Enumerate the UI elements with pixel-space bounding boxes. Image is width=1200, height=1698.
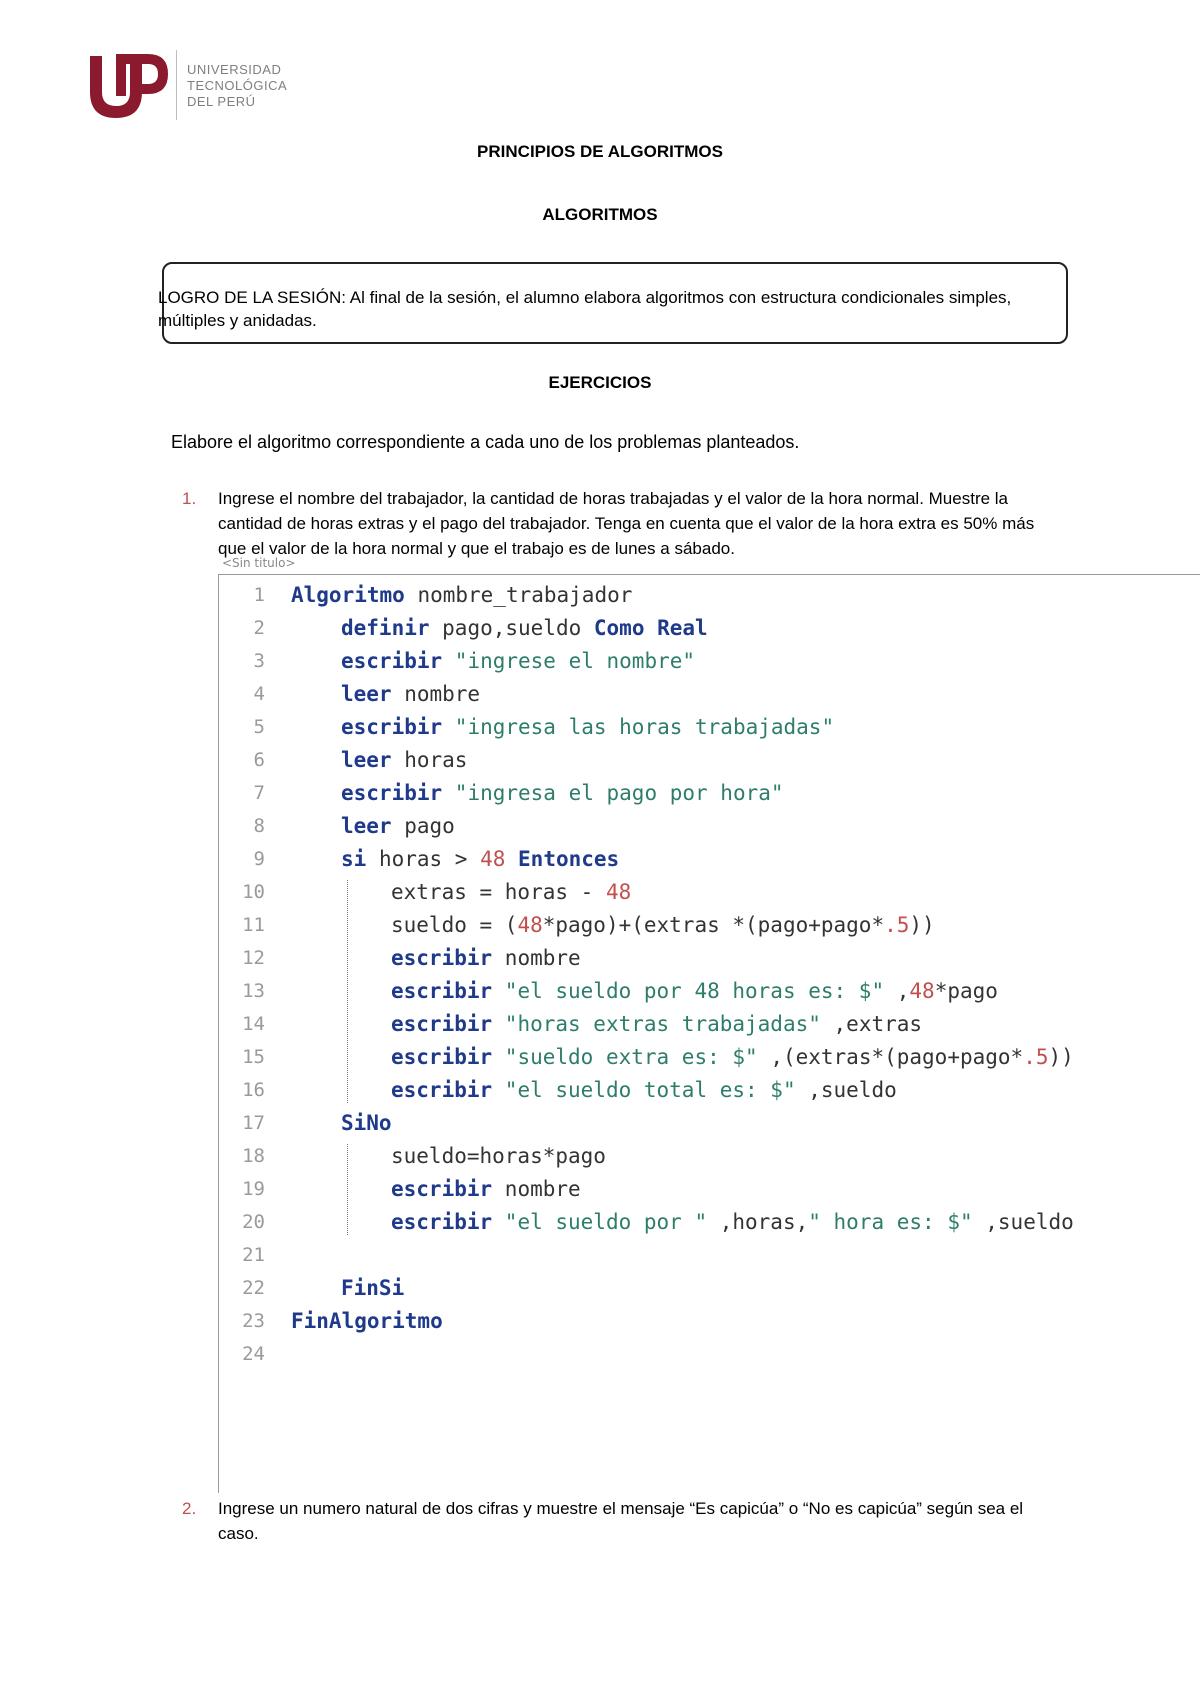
line-number: 2 bbox=[253, 617, 265, 639]
code-line bbox=[219, 1272, 1199, 1305]
code-token: nombre_trabajador bbox=[404, 583, 633, 607]
code-line bbox=[219, 876, 1199, 909]
code-token: )) bbox=[1048, 1045, 1074, 1069]
code-line bbox=[219, 1206, 1199, 1239]
line-number: 16 bbox=[242, 1079, 265, 1101]
code-token: SiNo bbox=[341, 1111, 392, 1135]
code-token: horas bbox=[391, 748, 468, 772]
code-token: escribir bbox=[341, 715, 443, 739]
line-number: 4 bbox=[253, 683, 265, 705]
line-number: 15 bbox=[242, 1046, 265, 1068]
line-number: 11 bbox=[242, 914, 265, 936]
code-token: , bbox=[884, 979, 910, 1003]
code-token: escribir bbox=[391, 1177, 493, 1201]
code-token: extras = horas - bbox=[391, 880, 606, 904]
code-token: pago bbox=[391, 814, 455, 838]
code-text bbox=[391, 975, 998, 1008]
code-text bbox=[391, 1074, 897, 1107]
line-number: 21 bbox=[242, 1244, 265, 1266]
line-number: 7 bbox=[253, 782, 265, 804]
line-number: 5 bbox=[253, 716, 265, 738]
indent-guide bbox=[347, 1144, 348, 1235]
page-subtitle: ALGORITMOS bbox=[542, 205, 658, 224]
code-token: *pago)+(extras *(pago+pago* bbox=[542, 913, 885, 937]
code-line bbox=[219, 1140, 1199, 1173]
code-token: escribir bbox=[391, 1078, 493, 1102]
logo-divider bbox=[176, 50, 177, 120]
line-number: 1 bbox=[253, 584, 265, 606]
line-number: 22 bbox=[242, 1277, 265, 1299]
logro-text: LOGRO DE LA SESIÓN: Al final de la sesión, el alumno elabora algoritmos con estructura condicionales simples, múltiples y anidadas. bbox=[158, 288, 1012, 330]
code-token: Algoritmo bbox=[291, 583, 405, 607]
utp-logo bbox=[86, 48, 296, 124]
logo-line: TECNOLÓGICA bbox=[187, 78, 288, 93]
code-line bbox=[219, 1173, 1199, 1206]
code-token: Como Real bbox=[593, 616, 708, 640]
code-token: leer bbox=[341, 814, 392, 838]
code-token: .5 bbox=[884, 913, 910, 937]
code-token: ,sueldo bbox=[795, 1078, 897, 1102]
code-token: nombre bbox=[492, 946, 581, 970]
line-number: 23 bbox=[242, 1310, 265, 1332]
code-token: "ingresa el pago por hora" bbox=[442, 781, 784, 805]
code-text bbox=[391, 1008, 922, 1041]
line-number: 6 bbox=[253, 749, 265, 771]
code-token: "el sueldo por " bbox=[492, 1210, 708, 1234]
code-line bbox=[219, 777, 1199, 810]
code-line bbox=[219, 975, 1199, 1008]
code-line bbox=[219, 1305, 1199, 1338]
code-token: leer bbox=[341, 682, 392, 706]
code-line bbox=[219, 1008, 1199, 1041]
code-token: leer bbox=[341, 748, 392, 772]
code-token: nombre bbox=[391, 682, 481, 706]
code-token: escribir bbox=[391, 979, 493, 1003]
code-text bbox=[391, 942, 581, 975]
code-line bbox=[219, 645, 1199, 678]
exercise-number: 2. bbox=[182, 1499, 197, 1518]
exercise-text: Ingrese el nombre del trabajador, la cantidad de horas trabajadas y el valor de la hora normal. Muestre la cantidad de horas extras y el pago del trabajador. Tenga en cuenta que el valor de la hora extra es 50% más que el valor de la hora normal y que el trabajo es de lunes a sábado. bbox=[218, 489, 1035, 558]
code-token: 48 bbox=[909, 979, 935, 1003]
code-token: pago,sueldo bbox=[429, 616, 594, 640]
code-token: escribir bbox=[391, 946, 493, 970]
line-number: 12 bbox=[242, 947, 265, 969]
code-token: 48 bbox=[480, 847, 506, 871]
line-number: 9 bbox=[253, 848, 265, 870]
code-token: )) bbox=[909, 913, 935, 937]
code-line bbox=[219, 1041, 1199, 1074]
code-token: escribir bbox=[391, 1045, 493, 1069]
line-number: 10 bbox=[242, 881, 265, 903]
line-number: 3 bbox=[253, 650, 265, 672]
code-text bbox=[391, 1140, 606, 1173]
code-editor[interactable] bbox=[218, 575, 1200, 1493]
code-token: 48 bbox=[605, 880, 632, 904]
code-token: escribir bbox=[391, 1210, 493, 1234]
code-text bbox=[291, 1305, 443, 1338]
code-line bbox=[219, 678, 1199, 711]
line-number: 14 bbox=[242, 1013, 265, 1035]
code-token: FinSi bbox=[341, 1276, 405, 1300]
exercise-number: 1. bbox=[182, 489, 197, 508]
code-token: escribir bbox=[391, 1012, 493, 1036]
indent-guide bbox=[347, 880, 348, 1103]
exercise-text: Ingrese un numero natural de dos cifras y muestre el mensaje “Es capicúa” o “No es capicúa” según sea el caso. bbox=[218, 1499, 1024, 1543]
code-line bbox=[219, 909, 1199, 942]
code-token: "sueldo extra es: $" bbox=[492, 1045, 758, 1069]
code-token: FinAlgoritmo bbox=[291, 1309, 443, 1333]
code-line bbox=[219, 942, 1199, 975]
code-text bbox=[341, 1272, 404, 1305]
code-line bbox=[219, 744, 1199, 777]
line-number: 19 bbox=[242, 1178, 265, 1200]
code-text bbox=[341, 612, 708, 645]
code-line bbox=[219, 1107, 1199, 1140]
logo-text bbox=[187, 62, 287, 110]
code-text bbox=[391, 1206, 1074, 1239]
code-text bbox=[291, 579, 632, 612]
code-token: " hora es: $" bbox=[808, 1210, 973, 1234]
code-token: ,horas, bbox=[707, 1210, 809, 1234]
code-text bbox=[341, 744, 467, 777]
code-token: 48 bbox=[517, 913, 543, 937]
line-number: 18 bbox=[242, 1145, 265, 1167]
code-token: ,extras bbox=[820, 1012, 923, 1036]
logo-line: DEL PERÚ bbox=[187, 94, 256, 109]
code-line bbox=[219, 612, 1199, 645]
code-text bbox=[391, 1041, 1074, 1074]
code-token: "horas extras trabajadas" bbox=[492, 1012, 821, 1036]
code-text bbox=[341, 843, 619, 876]
code-token: Entonces bbox=[505, 847, 620, 871]
code-token: "el sueldo por 48 horas es: $" bbox=[492, 979, 885, 1003]
line-number: 13 bbox=[242, 980, 265, 1002]
code-text bbox=[391, 876, 631, 909]
code-line bbox=[219, 810, 1199, 843]
line-number: 24 bbox=[242, 1343, 265, 1365]
code-text bbox=[341, 645, 695, 678]
line-number: 20 bbox=[242, 1211, 265, 1233]
code-line bbox=[219, 579, 1199, 612]
code-line bbox=[219, 1239, 1199, 1272]
code-text bbox=[341, 810, 455, 843]
code-line bbox=[219, 711, 1199, 744]
section-heading: EJERCICIOS bbox=[548, 373, 652, 392]
code-line bbox=[219, 1074, 1199, 1107]
code-line bbox=[219, 1338, 1199, 1371]
code-token: *pago bbox=[934, 979, 998, 1003]
code-token: escribir bbox=[341, 649, 443, 673]
code-token: .5 bbox=[1023, 1045, 1049, 1069]
code-token: ,sueldo bbox=[972, 1210, 1074, 1234]
utp-logo-mark bbox=[86, 48, 170, 124]
code-token: "el sueldo total es: $" bbox=[492, 1078, 796, 1102]
page-title: PRINCIPIOS DE ALGORITMOS bbox=[477, 142, 723, 161]
code-text bbox=[341, 777, 784, 810]
code-text bbox=[391, 909, 935, 942]
code-token: si bbox=[341, 847, 367, 871]
code-text bbox=[341, 711, 834, 744]
logo-line: UNIVERSIDAD bbox=[187, 62, 282, 77]
code-line bbox=[219, 843, 1199, 876]
code-token: sueldo = ( bbox=[391, 913, 518, 937]
editor-tab-label[interactable]: <Sin titulo> bbox=[222, 556, 296, 568]
code-token: sueldo=horas*pago bbox=[391, 1144, 606, 1168]
code-token: "ingrese el nombre" bbox=[442, 649, 696, 673]
intro-text: Elabore el algoritmo correspondiente a cada uno de los problemas planteados. bbox=[171, 432, 800, 452]
line-number: 8 bbox=[253, 815, 265, 837]
code-text bbox=[391, 1173, 581, 1206]
code-token: "ingresa las horas trabajadas" bbox=[442, 715, 835, 739]
code-text bbox=[341, 1107, 392, 1140]
code-token: nombre bbox=[492, 1177, 581, 1201]
code-token: definir bbox=[341, 616, 430, 640]
line-number: 17 bbox=[242, 1112, 265, 1134]
code-token: horas > bbox=[366, 847, 481, 871]
code-token: escribir bbox=[341, 781, 443, 805]
code-token: ,(extras*(pago+pago* bbox=[757, 1045, 1024, 1069]
code-text bbox=[341, 678, 480, 711]
